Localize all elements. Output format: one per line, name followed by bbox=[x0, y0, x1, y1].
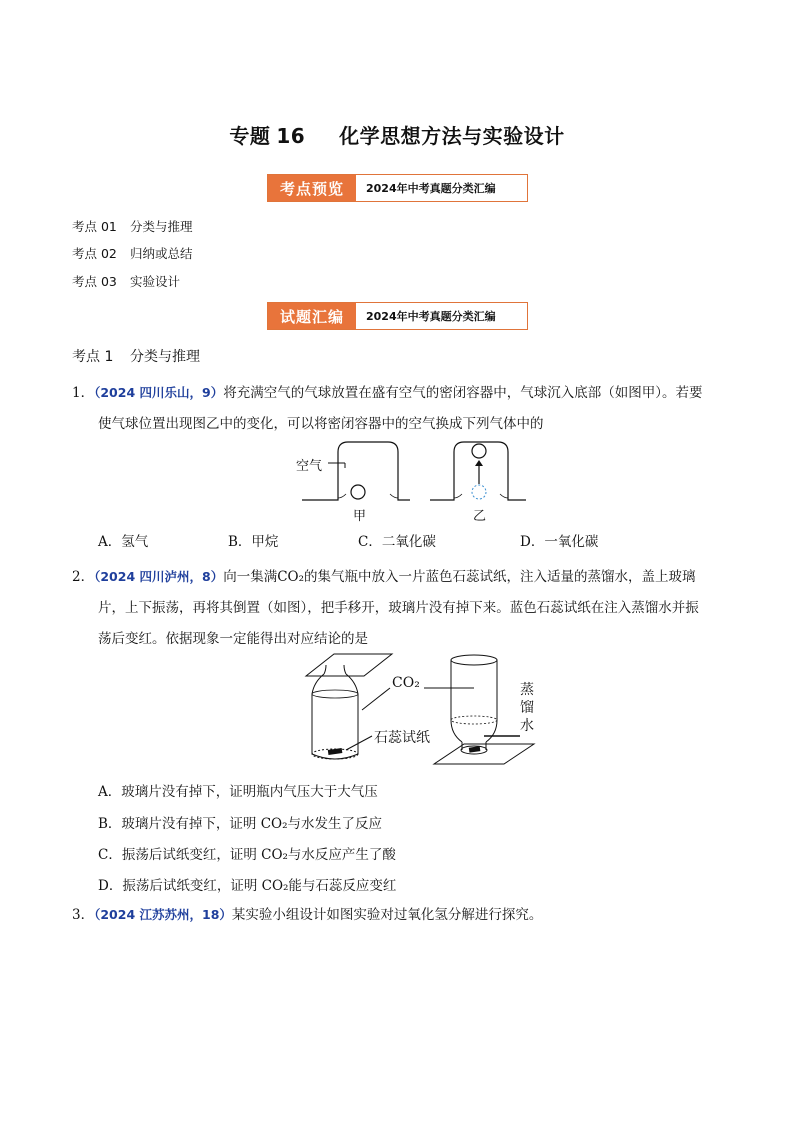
label-yi: 乙 bbox=[473, 509, 487, 524]
toc-key: 考点 01 bbox=[72, 219, 117, 234]
toc-item-2 bbox=[72, 244, 193, 262]
leader-co2-left bbox=[362, 688, 390, 710]
toc-label: 归纳或总结 bbox=[130, 246, 193, 261]
option-b[interactable]: B．玻璃片没有掉下，证明 CO₂与水发生了反应 bbox=[98, 816, 383, 832]
option-c[interactable]: C．二氧化碳 bbox=[358, 534, 436, 550]
litmus-paper bbox=[328, 748, 343, 755]
title-name: 化学思想方法与实验设计 bbox=[339, 124, 565, 148]
question-2 bbox=[72, 561, 732, 655]
container-yi bbox=[430, 442, 526, 500]
source-open: （ bbox=[94, 569, 101, 584]
balloon-bottom bbox=[351, 485, 365, 499]
option-b[interactable]: B．甲烷 bbox=[228, 534, 279, 550]
label-water-char-3: 水 bbox=[520, 718, 534, 734]
option-d[interactable]: D．振荡后试纸变红，证明 CO₂能与石蕊反应变红 bbox=[98, 878, 397, 894]
source-close: ） bbox=[210, 385, 224, 400]
section-heading bbox=[72, 346, 200, 366]
banner-subtitle: 2024年中考真题分类汇编 bbox=[366, 310, 496, 323]
balloon-top bbox=[472, 444, 486, 458]
label-co2: CO₂ bbox=[392, 675, 420, 691]
option-a[interactable]: A．氢气 bbox=[98, 534, 149, 550]
balloon-original-position bbox=[472, 485, 486, 499]
question-2-line-2: 片，上下振荡，再将其倒置（如图），把手移开，玻璃片没有掉下来。蓝色石蕊试纸在注入蒸馏水并振 bbox=[98, 600, 699, 616]
exercise-banner bbox=[267, 302, 528, 330]
toc-label: 分类与推理 bbox=[130, 219, 193, 234]
question-2-line-1 bbox=[72, 561, 732, 593]
option-a[interactable]: A．玻璃片没有掉下，证明瓶内气压大于大气压 bbox=[98, 784, 378, 800]
question-1-line-2: 使气球位置出现图乙中的变化，可以将密闭容器中的空气换成下列气体中的 bbox=[98, 416, 544, 432]
inverted-jar bbox=[434, 655, 534, 764]
toc-key: 考点 03 bbox=[72, 274, 117, 289]
label-water-char-1: 蒸 bbox=[520, 682, 534, 698]
toc-item-3 bbox=[72, 272, 180, 290]
section-key: 考点 1 bbox=[72, 349, 114, 365]
toc-item-1 bbox=[72, 217, 193, 235]
balloon-figure bbox=[290, 436, 530, 528]
question-2-line-3: 荡后变红。依据现象一定能得出对应结论的是 bbox=[98, 631, 368, 647]
question-number: 2． bbox=[72, 569, 95, 585]
label-litmus-paper: 石蕊试纸 bbox=[374, 730, 430, 746]
question-1-line-1 bbox=[72, 377, 732, 409]
source-open: （ bbox=[94, 907, 101, 922]
label-air: 空气 bbox=[296, 459, 323, 474]
question-3 bbox=[72, 899, 732, 931]
title-prefix: 专题 bbox=[229, 124, 271, 148]
banner-subtitle: 2024年中考真题分类汇编 bbox=[366, 182, 496, 195]
source-close: ） bbox=[210, 569, 224, 584]
banner-tag: 试题汇编 bbox=[268, 303, 356, 329]
toc-key: 考点 02 bbox=[72, 246, 117, 261]
label-distilled-water bbox=[520, 681, 534, 735]
question-text: 向一集满CO₂的集气瓶中放入一片蓝色石蕊试纸，注入适量的蒸馏水，盖上玻璃 bbox=[223, 569, 696, 585]
banner-tag: 考点预览 bbox=[268, 175, 356, 201]
page-title bbox=[0, 120, 794, 149]
label-jia: 甲 bbox=[353, 509, 367, 524]
question-source: 2024 四川泸州，8 bbox=[100, 569, 211, 584]
option-d[interactable]: D．一氧化碳 bbox=[520, 534, 599, 550]
leader-paper bbox=[346, 736, 372, 750]
question-text: 某实验小组设计如图实验对过氧化氢分解进行探究。 bbox=[231, 907, 543, 923]
question-source: 2024 四川乐山，9 bbox=[100, 385, 211, 400]
question-1-options bbox=[98, 530, 650, 550]
title-number: 16 bbox=[276, 124, 306, 148]
toc-label: 实验设计 bbox=[130, 274, 181, 289]
preview-banner bbox=[267, 174, 528, 202]
source-open: （ bbox=[94, 385, 101, 400]
question-number: 3． bbox=[72, 907, 95, 923]
source-close: ） bbox=[219, 907, 232, 922]
section-label: 分类与推理 bbox=[130, 349, 200, 365]
question-text: 将充满空气的气球放置在盛有空气的密闭容器中，气球沉入底部（如图甲）。若要 bbox=[223, 385, 703, 401]
question-1 bbox=[72, 377, 732, 440]
option-c[interactable]: C．振荡后试纸变红，证明 CO₂与水反应产生了酸 bbox=[98, 847, 396, 863]
question-3-line-1 bbox=[72, 899, 732, 931]
question-source: 2024 江苏苏州，18 bbox=[100, 907, 220, 922]
question-number: 1． bbox=[72, 385, 95, 401]
label-water-char-2: 馏 bbox=[520, 700, 534, 716]
